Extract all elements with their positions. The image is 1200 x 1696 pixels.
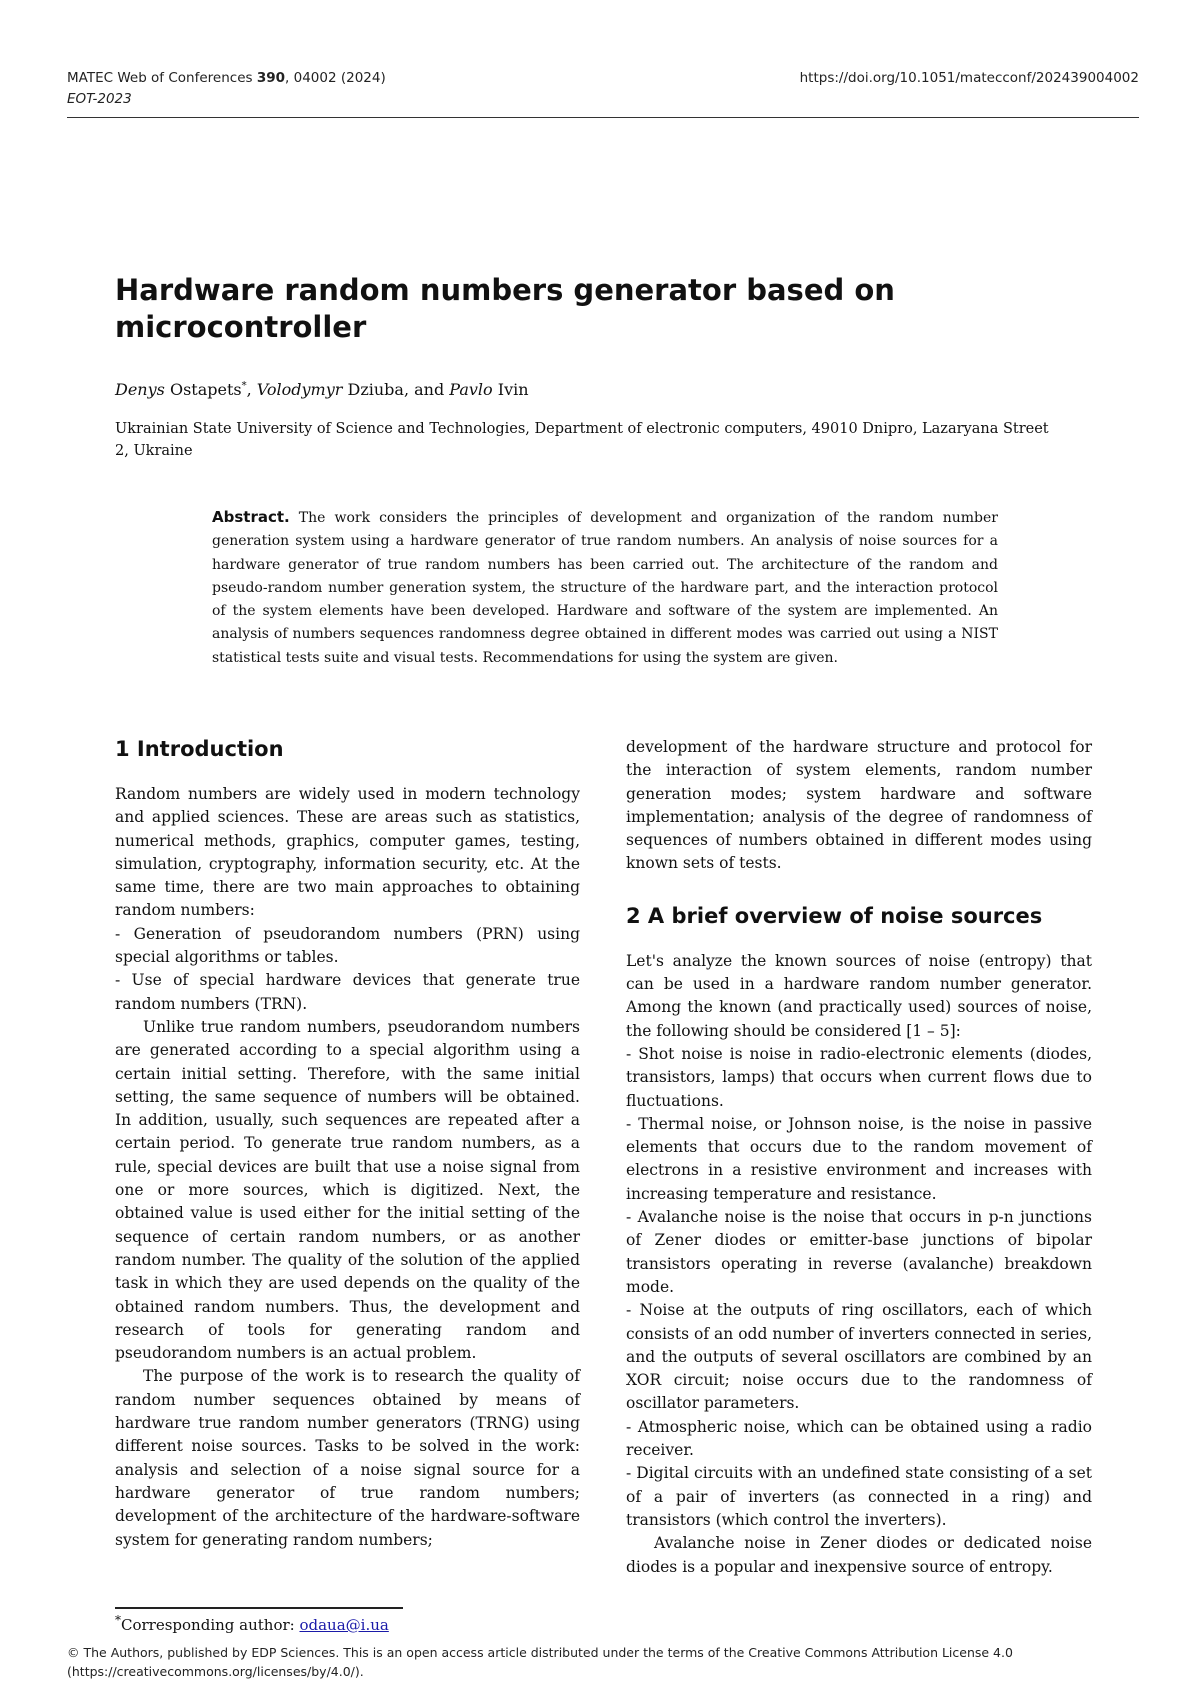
paragraph: Avalanche noise in Zener diodes or dedicated noise diodes is a popular and inexpensive source of entropy. [626, 1534, 1092, 1576]
running-header [67, 70, 1139, 107]
email-link[interactable]: odaua@i.ua [299, 1616, 389, 1634]
doi-link[interactable]: https://doi.org/10.1051/matecconf/202439004002 [799, 70, 1139, 86]
abstract-label: Abstract. [212, 508, 290, 526]
journal-citation: MATEC Web of Conferences 390, 04002 (2024) [67, 70, 386, 86]
footnote-divider [115, 1607, 403, 1609]
section-heading: 2 A brief overview of noise sources [626, 903, 1043, 928]
paragraph: - Thermal noise, or Johnson noise, is the noise in passive elements that occurs due to the random movement of electrons in a resistive environment and increases with increasing temperature and resistance. [626, 1114, 1092, 1203]
header-divider [67, 117, 1139, 118]
paragraph: Random numbers are widely used in modern technology and applied sciences. These are areas such as statistics, numerical methods, graphics, computer games, testing, simulation, cryptography, information security, etc. At the same time, there are two main approaches to obtaining random numbers: [115, 785, 580, 920]
abstract [212, 506, 998, 670]
left-column [115, 735, 580, 1552]
author-last-name: Ivin [497, 380, 529, 399]
paragraph: Unlike true random numbers, pseudorandom numbers are generated according to a special algorithm using a certain initial setting. Therefore, with the same initial setting, the same sequence of numbers will be obtained. In addition, usually, such sequences are repeated after a certain period. To generate true random numbers, as a rule, special devices are built that use a noise signal from one or more sources, which is digitized. Next, the obtained value is used either for the initial setting of the sequence of certain random numbers, or as another random number. The quality of the solution of the applied task in which they are used depends on the quality of the obtained random numbers. Thus, the development and research of tools for generating random and pseudorandom numbers is an actual problem. [115, 1017, 580, 1363]
abstract-text: The work considers the principles of development and organization of the random number generation system using a hardware generator of true random numbers. An analysis of noise sources for a hardware generator of true random numbers has been carried out. The architecture of the random and pseudo-random number generation system, the structure of the hardware part, and the interaction protocol of the system elements have been developed. Hardware and software of the system are implemented. An analysis of numbers sequences randomness degree obtained in different modes was carried out using a NIST statistical tests suite and visual tests. Recommendations for using the system are given. [212, 510, 998, 666]
section-heading: 1 Introduction [115, 737, 284, 761]
paragraph: - Digital circuits with an undefined state consisting of a set of a pair of inverters (as connected in a ring) and transistors (which control the inverters). [626, 1464, 1092, 1529]
paper-title: Hardware random numbers generator based on microcontroller [115, 273, 895, 344]
right-column [626, 736, 1092, 1579]
author-list: Denys Ostapets*, Volodymyr Dziuba, and Pavlo Ivin [115, 380, 529, 399]
corresponding-mark: * [241, 380, 247, 392]
affiliation: Ukrainian State University of Science and Technologies, Department of electronic computers, 49010 Dnipro, Lazaryana Street 2, Ukraine [115, 421, 1049, 459]
paragraph: - Shot noise is noise in radio-electronic elements (diodes, transistors, lamps) that occurs when current flows due to fluctuations. [626, 1044, 1092, 1110]
author-first-name: Volodymyr [256, 380, 343, 399]
paragraph: - Avalanche noise is the noise that occurs in p-n junctions of Zener diodes or emitter-base junctions of bipolar transistors operating in reverse (avalanche) breakdown mode. [626, 1208, 1092, 1296]
conference-name: EOT-2023 [67, 91, 132, 107]
paragraph: - Use of special hardware devices that generate true random numbers (TRN). [115, 971, 580, 1013]
author-first-name: Pavlo [449, 380, 493, 399]
author-last-name: Dziuba [347, 380, 404, 399]
paragraph: - Atmospheric noise, which can be obtained using a radio receiver. [626, 1417, 1092, 1460]
paragraph: - Generation of pseudorandom numbers (PRN) using special algorithms or tables. [115, 924, 580, 967]
paragraph: - Noise at the outputs of ring oscillators, each of which consists of an odd number of inverters connected in series, and the outputs of several oscillators are combined by an XOR circuit; noise occurs due to the randomness of oscillator parameters. [626, 1301, 1092, 1413]
author-last-name: Ostapets [169, 380, 242, 399]
paragraph: development of the hardware structure and protocol for the interaction of system elements, random number generation modes; system hardware and software implementation; analysis of the degree of randomness of sequences of numbers obtained in different modes using known sets of tests. [626, 738, 1092, 873]
license-notice: © The Authors, published by EDP Sciences. This is an open access article distributed under the terms of the Creative Commons Attribution License 4.0 (https://creativecommons.org/licenses/by/4.0/). [67, 1645, 1013, 1679]
paragraph: Let's analyze the known sources of noise (entropy) that can be used in a hardware random number generator. Among the known (and practically used) sources of noise, the following should be considered [1 – 5]: [626, 951, 1092, 1040]
footnote: *Corresponding author: odaua@i.ua [115, 1613, 389, 1634]
author-first-name: Denys [115, 380, 165, 399]
paragraph: The purpose of the work is to research the quality of random number sequences obtained by means of hardware true random number generators (TRNG) using different noise sources. Tasks to be solved in the work: analysis and selection of a noise signal source for a hardware generator of true random numbers; development of the architecture of the hardware-software system for generating random numbers; [115, 1367, 580, 1549]
